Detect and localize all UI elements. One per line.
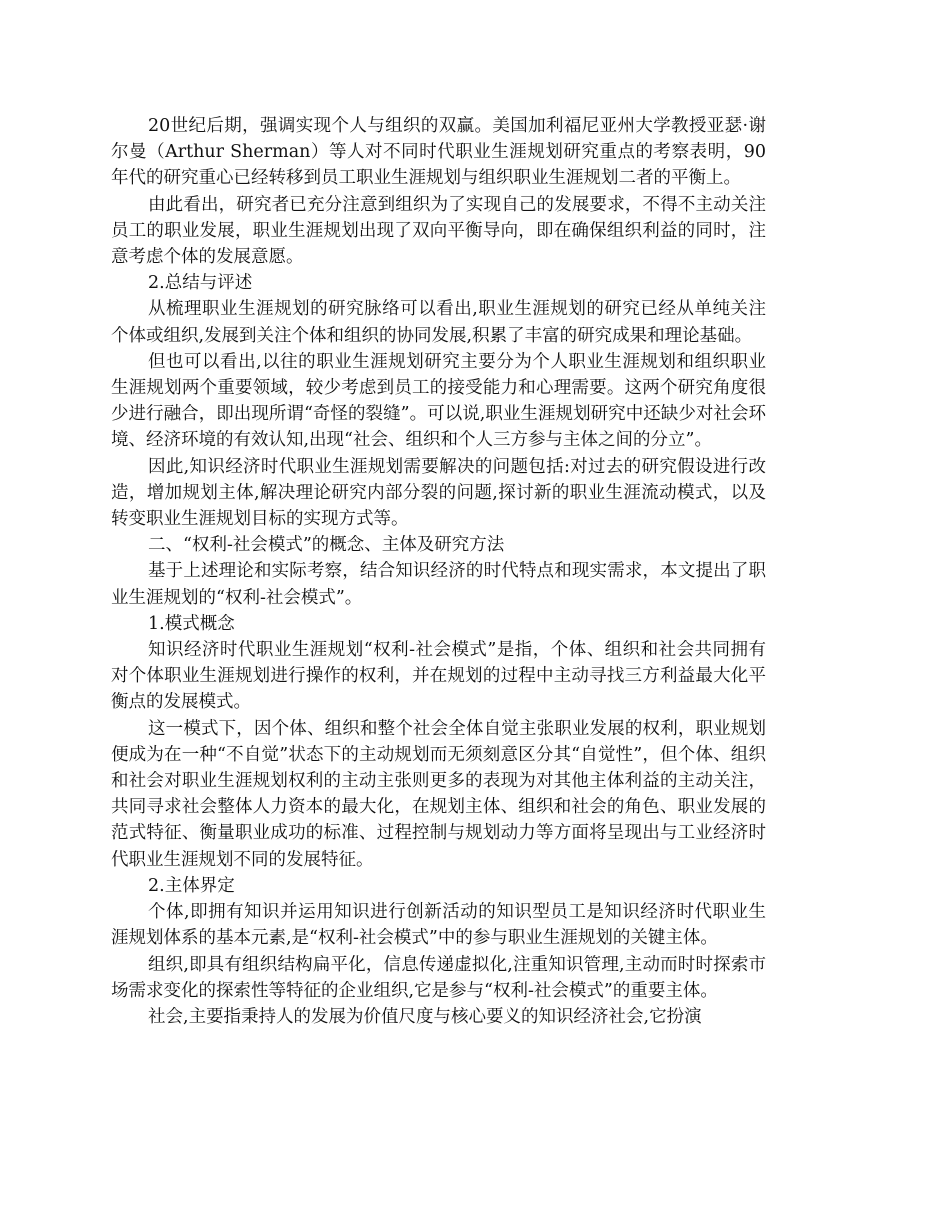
section-heading-rights-social-model: 二、“权利-社会模式”的概念、主体及研究方法 <box>148 535 505 556</box>
document-body <box>111 113 766 1030</box>
paragraph-11: 社会,主要指秉持人的发展为价值尺度与核心要义的知识经济社会,它扮演 <box>148 1006 702 1027</box>
paragraph-4: 但也可以看出,以往的职业生涯规划研究主要分为个人职业生涯规划和组织职业生涯规划两个重要领域，较少考虑到员工的接受能力和心理需要。这两个研究角度很少进行融合，即出现所谓“奇怪的裂缝”。可以说,职业生涯规划研究中还缺少对社会环境、经济环境的有效认知,出现“社会、组织和个人三方参与主体之间的分立”。 <box>111 351 766 451</box>
paragraph-2: 由此看出，研究者已充分注意到组织为了实现自己的发展要求，不得不主动关注员工的职业发展，职业生涯规划出现了双向平衡导向，即在确保组织利益的同时，注意考虑个体的发展意愿。 <box>111 194 766 268</box>
paragraph-8: 这一模式下，因个体、组织和整个社会全体自觉主张职业发展的权利，职业规划便成为在一种“不自觉”状态下的主动规划而无须刻意区分其“自觉性”，但个体、组织和社会对职业生涯规划权利的主动主张则更多的表现为对其他主体利益的主动关注，共同寻求社会整体人力资本的最大化，在规划主体、组织和社会的角色、职业发展的范式特征、衡量职业成功的标准、过程控制与规划动力等方面将呈现出与工业经济时代职业生涯规划不同的发展特征。 <box>111 718 766 870</box>
paragraph-6: 基于上述理论和实际考察，结合知识经济的时代特点和现实需求，本文提出了职业生涯规划的“权利-社会模式”。 <box>111 561 766 608</box>
paragraph-9: 个体,即拥有知识并运用知识进行创新活动的知识型员工是知识经济时代职业生涯规划体系的基本元素,是“权利-社会模式”中的参与职业生涯规划的关键主体。 <box>111 902 766 949</box>
section-heading-summary: 2.总结与评述 <box>148 273 253 294</box>
paragraph-10: 组织,即具有组织结构扁平化，信息传递虚拟化,注重知识管理,主动而时时探索市场需求变化的探索性等特征的企业组织,它是参与“权利-社会模式”的重要主体。 <box>111 954 766 1001</box>
section-heading-model-concept: 1.模式概念 <box>148 613 235 634</box>
paragraph-3: 从梳理职业生涯规划的研究脉络可以看出,职业生涯规划的研究已经从单纯关注个体或组织,发展到关注个体和组织的协同发展,积累了丰富的研究成果和理论基础。 <box>111 299 766 346</box>
paragraph-7: 知识经济时代职业生涯规划“权利-社会模式”是指，个体、组织和社会共同拥有对个体职业生涯规划进行操作的权利，并在规划的过程中主动寻找三方利益最大化平衡点的发展模式。 <box>111 640 766 713</box>
section-heading-subject-definition: 2.主体界定 <box>148 875 235 896</box>
paragraph-5: 因此,知识经济时代职业生涯规划需要解决的问题包括:对过去的研究假设进行改造，增加规划主体,解决理论研究内部分裂的问题,探讨新的职业生涯流动模式，以及转变职业生涯规划目标的实现方式等。 <box>111 456 766 530</box>
paragraph-1: 20世纪后期，强调实现个人与组织的双赢。美国加利福尼亚州大学教授亚瑟·谢尔曼（Arthur Sherman）等人对不同时代职业生涯规划研究重点的考察表明，90年代的研究重心已经转移到员工职业生涯规划与组织职业生涯规划二者的平衡上。 <box>111 116 766 189</box>
